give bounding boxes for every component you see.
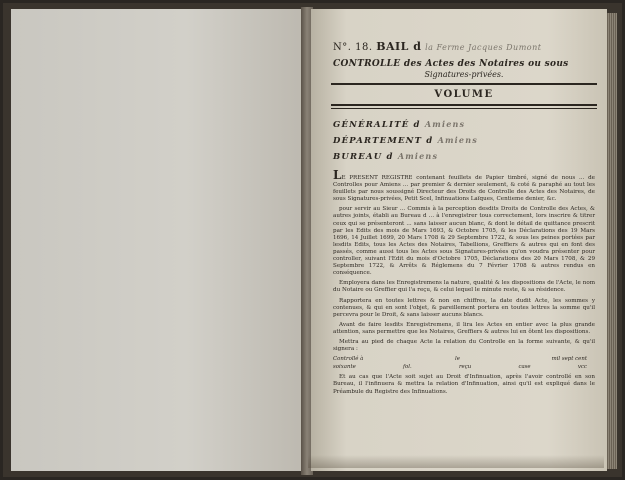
jurisdiction-block: [333, 119, 595, 162]
paragraph-5: Avant de faire lesdits Enregistremens, il lira les Actes en entier avec la plus grande attention, sans permettre que les Notaires, Greffiers & autres lui en ôtent les dispositions.: [333, 321, 595, 335]
generalite-handwriting: Amiens: [424, 119, 466, 129]
register-title: CONTROLLE des Actes des Notaires ou sous: [333, 59, 569, 69]
paragraph-2: pour servir au Sieur ... Commis à la perception desdits Droits de Controlle des Actes, & autres joints, établi au Bureau d ... à l'enregistrer tous correctement, lors inscrire & titrer ceux qui se présenteront ... sans laisser aucun blanc, & dont le détail de quittance prescrit par les Edits des mois de Mars 1693, & Octobre 1705, & les Déclarations des 19 Mars 1696, 14 Juillet 1699, 20 Mars 1708 & 29 Septembre 1722, & sous les peines portées par lesdits Edits, tous les Actes des Notaires, Tabellions, Greffiers & autres qui en font des passés, comme aussi tous les Actes sous Signatures-privées qu'on voudra présenter pour controller, suivant l'Edit du mois d'Octobre 1705, Déclarations des 20 Mars 1708, & 29 Septembre 1722, & Arrêts & Réglemens du 7 Février 1708 & autres rendus en conséquence.: [333, 206, 595, 277]
register-body: [333, 168, 595, 396]
blank-left-page: [11, 9, 303, 471]
page-shadow: [308, 455, 604, 468]
page-edges: [607, 13, 617, 469]
paragraph-7: Et au cas que l'Acte soit sujet au Droit d'Infinuation, après l'avoir controllé en son Bureau, il l'infinuera & mettra la relation d'Infinuation, ainsi qu'il est expliqué dans le Préambule du Registre des Infinuations.: [333, 374, 595, 395]
departement-line: DÉPARTEMENT d Amiens: [333, 135, 478, 146]
paragraph-1: LE PRESENT REGISTRE contenant feuillets de Papier timbré, signé de nous ... de Controlles pour Amiens ... par premier & dernier seulement, & coté & paraphé au tout les feuillets par nous soussigné Directeur des Droits de Controlle des Actes des Notaires, de sous Signatures-privées, Petit Scel, Infinuations Laïques, Centieme denier, &c.: [333, 168, 595, 203]
paragraph-6: Mettra au pied de chaque Acte la relation du Controlle en la forme suivante, & qu'il signera :: [333, 338, 595, 353]
bail-handwriting: la Ferme Jacques Dumont: [425, 43, 542, 52]
bureau-line: BUREAU d Amiens: [333, 151, 439, 162]
departement-handwriting: Amiens: [437, 135, 478, 145]
bail-header: [333, 40, 595, 53]
volume-rule-thin: [331, 108, 597, 109]
generalite-line: GÉNÉRALITÉ d Amiens: [333, 119, 466, 130]
register-document: [333, 40, 595, 399]
register-subtitle: Signatures-privées.: [424, 70, 504, 79]
bail-label: BAIL d: [376, 40, 422, 53]
volume-rule: [331, 104, 597, 106]
paragraph-3: Employera dans les Enregistremens la nature, qualité & les dispositions de l'Acte, le nom du Notaire ou Greffier qui l'a reçu, & celui lequel le minute reste, & sa résidence.: [333, 280, 595, 294]
paragraph-4: Rapportera en toutes lettres & non en chiffres, la date dudit Acte, les sommes y contenues, & qui en sont l'objet, & pareillement portera en toutes lettres la somme qu'il percevra pour le Droit, & sans laisser aucuns blancs.: [333, 297, 595, 318]
volume-label: VOLUME: [434, 89, 494, 100]
top-rule: [331, 83, 597, 85]
drop-cap: L: [333, 168, 342, 182]
control-formula-1: Controllé à le mil sept cent: [333, 356, 587, 363]
bureau-handwriting: Amiens: [397, 151, 439, 161]
register-number: N°. 18.: [333, 42, 373, 53]
control-formula-2: soixante fol. reçu case vcc: [333, 364, 587, 371]
